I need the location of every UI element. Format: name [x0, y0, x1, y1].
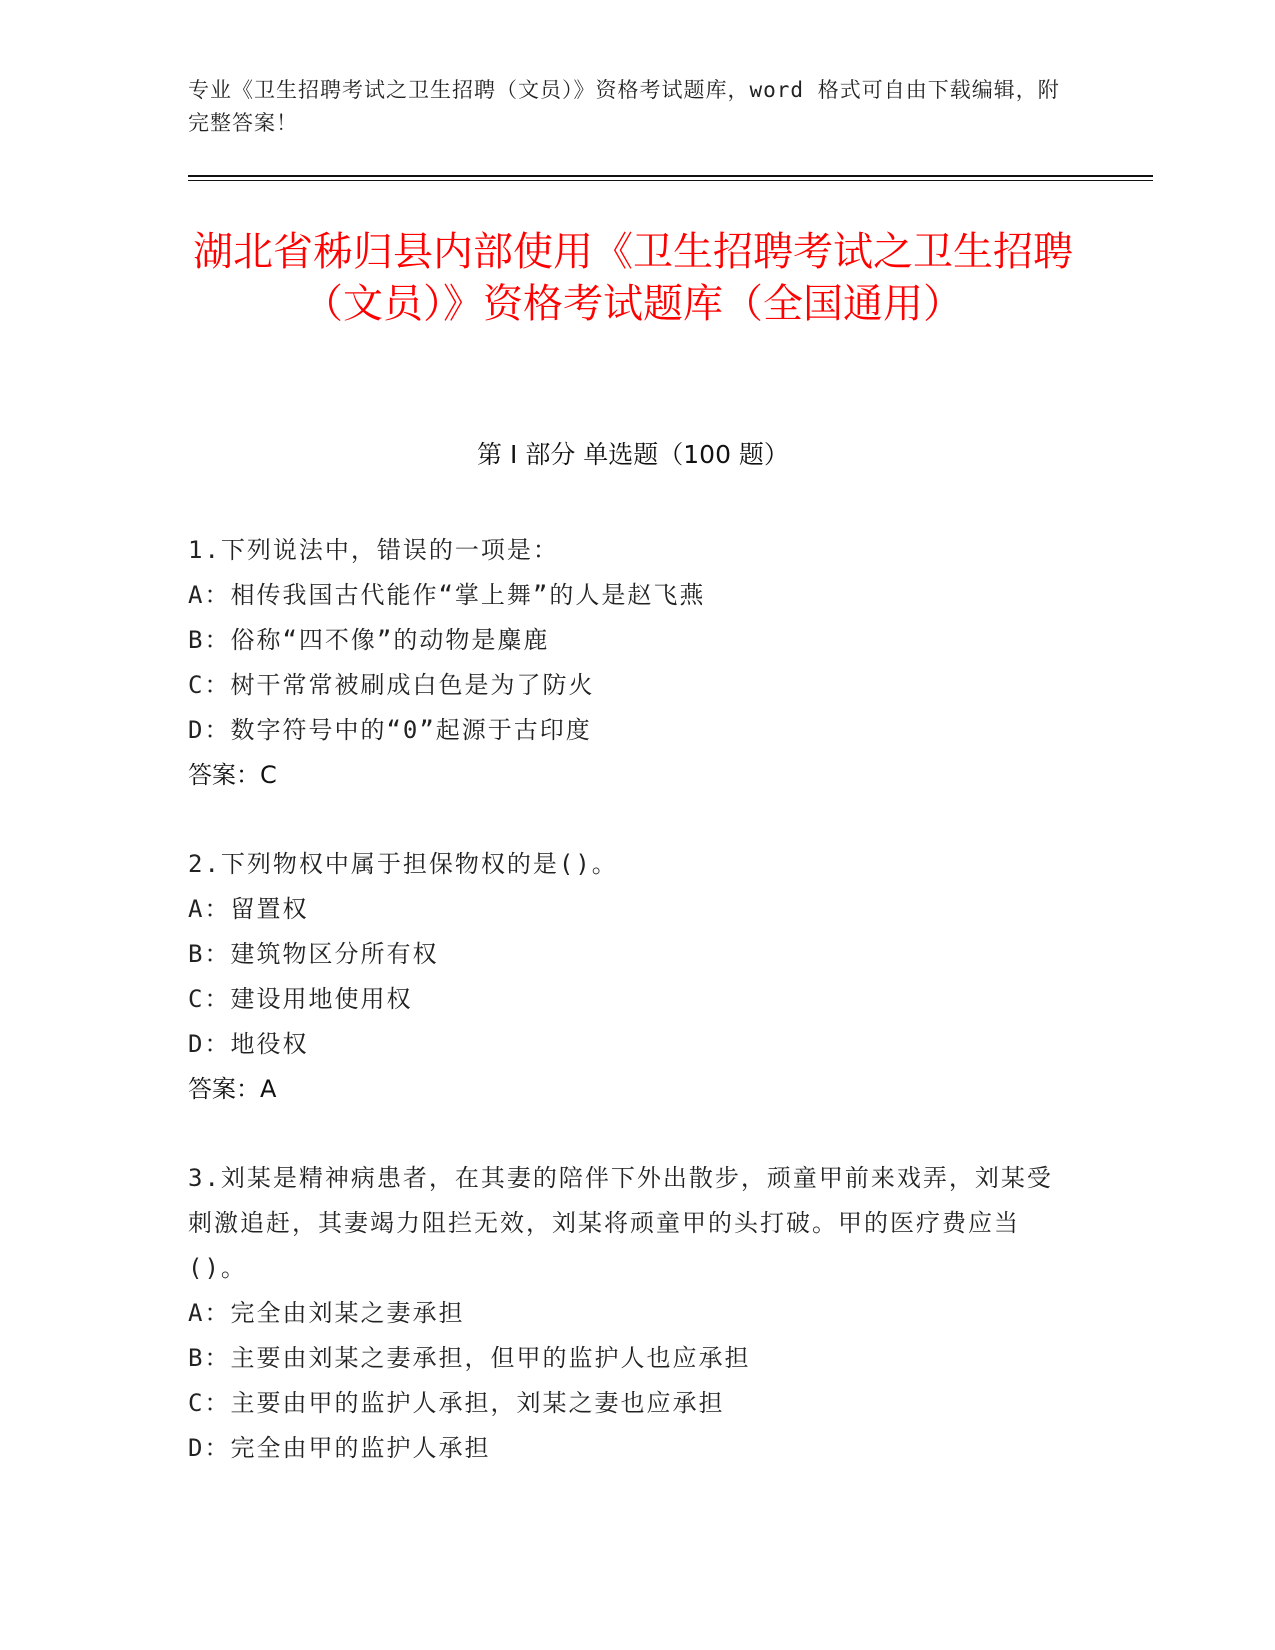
option-a: A：相传我国古代能作“掌上舞”的人是赵飞燕 [188, 581, 706, 609]
header-note: 专业《卫生招聘考试之卫生招聘（文员）》资格考试题库，word 格式可自由下载编辑，附完整答案！ [188, 78, 1060, 135]
option-c: C：树干常常被刷成白色是为了防火 [188, 671, 595, 699]
header-divider-thick [188, 175, 1153, 177]
answer-line: 答案：C [188, 761, 277, 789]
question-list [188, 528, 1068, 1515]
question-stem: 3.刘某是精神病患者，在其妻的陪伴下外出散步，顽童甲前来戏弄，刘某受刺激追赶，其妻竭力阻拦无效，刘某将顽童甲的头打破。甲的医疗费应当()。 [188, 1164, 1053, 1282]
question-2 [188, 842, 1068, 1112]
question-stem: 1.下列说法中，错误的一项是： [188, 536, 559, 564]
question-stem: 2.下列物权中属于担保物权的是()。 [188, 850, 618, 878]
answer-line: 答案：A [188, 1075, 277, 1103]
option-a: A：完全由刘某之妻承担 [188, 1299, 465, 1327]
option-d: D：地役权 [188, 1030, 309, 1058]
header-divider-thin [188, 180, 1153, 181]
section-heading: 第 I 部分 单选题（100 题） [477, 440, 789, 469]
option-b: B：主要由刘某之妻承担，但甲的监护人也应承担 [188, 1344, 751, 1372]
document-title: 湖北省秭归县内部使用《卫生招聘考试之卫生招聘（文员）》资格考试题库（全国通用） [193, 229, 1073, 327]
option-d: D：完全由甲的监护人承担 [188, 1434, 491, 1462]
option-a: A：留置权 [188, 895, 309, 923]
question-1 [188, 528, 1068, 798]
option-d: D：数字符号中的“0”起源于古印度 [188, 716, 592, 744]
question-3 [188, 1156, 1068, 1471]
option-c: C：建设用地使用权 [188, 985, 413, 1013]
option-c: C：主要由甲的监护人承担，刘某之妻也应承担 [188, 1389, 725, 1417]
option-b: B：建筑物区分所有权 [188, 940, 439, 968]
option-b: B：俗称“四不像”的动物是麋鹿 [188, 626, 550, 654]
